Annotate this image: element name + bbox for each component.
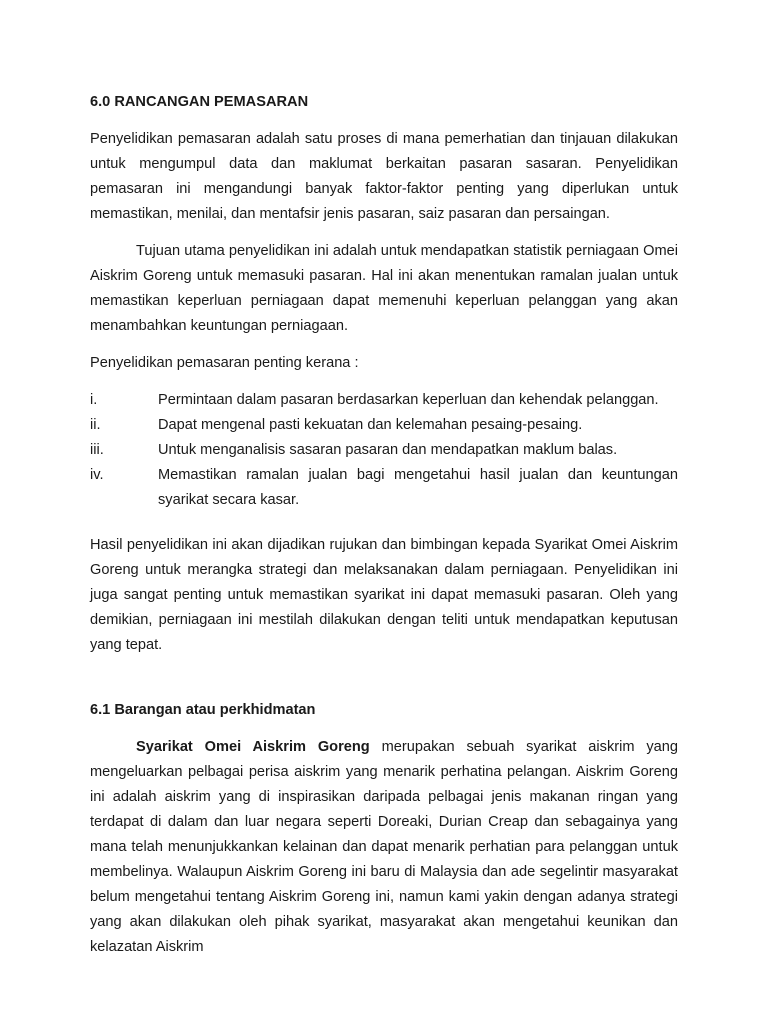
spacer [90, 670, 678, 698]
reasons-list [90, 388, 678, 513]
list-item-text: Dapat mengenal pasti kekuatan dan kelemahan pesaing-pesaing. [158, 417, 583, 433]
paragraph-syarikat-text: merupakan sebuah syarikat aiskrim yang mengeluarkan pelbagai perisa aiskrim yang menarik perhatina pelangan. Aiskrim Goreng ini adalah aiskrim yang di inspirasikan daripada pelbagai jenis makanan ringan yang terdapat di dalam dan luar negara seperti Doreaki, Durian Creap dan sebagainya yang mana telah menunjukkankan kelainan dan dapat menarik perhatian para pelanggan untuk membelinya. Walaupun Aiskrim Goreng ini baru di Malaysia dan ade segelintir masyarakat belum mengetahui tentang Aiskrim Goreng ini, namun kami yakin dengan adanya strategi yang akan dilakukan oleh pihak syarikat, masyarakat akan mengetahui keunikan dan kelazatan Aiskrim [90, 739, 678, 955]
list-item-text: Memastikan ramalan jualan bagi mengetahui hasil jualan dan keuntungan syarikat secara kasar. [158, 467, 678, 508]
list-item-number: iv. [90, 467, 104, 483]
paragraph-syarikat [90, 735, 678, 960]
company-name: Syarikat Omei Aiskrim Goreng [136, 739, 370, 755]
paragraph-list-intro: Penyelidikan pemasaran penting kerana : [90, 355, 359, 371]
list-item-text: Untuk menganalisis sasaran pasaran dan mendapatkan maklum balas. [158, 442, 618, 458]
list-item-number: i. [90, 392, 98, 408]
paragraph-hasil: Hasil penyelidikan ini akan dijadikan rujukan dan bimbingan kepada Syarikat Omei Aiskrim Goreng untuk merangka strategi dan melaksanakan dalam perniagaan. Penyelidikan ini juga sangat penting untuk memastikan syarikat ini dapat memasuki pasaran. Oleh yang demikian, perniagaan ini mestilah dilakukan dengan teliti untuk mendapatkan keputusan yang tepat. [90, 537, 678, 653]
list-item [90, 463, 678, 513]
list-item-text: Permintaan dalam pasaran berdasarkan keperluan dan kehendak pelanggan. [158, 392, 659, 408]
list-item-number: iii. [90, 442, 104, 458]
section-heading-rancangan-pemasaran: 6.0 RANCANGAN PEMASARAN [90, 94, 309, 110]
paragraph-tujuan: Tujuan utama penyelidikan ini adalah untuk mendapatkan statistik perniagaan Omei Aiskrim Goreng untuk memasuki pasaran. Hal ini akan menentukan ramalan jualan untuk memastikan keperluan perniagaan dapat memenuhi keperluan pelanggan yang akan menambahkan keuntungan perniagaan. [90, 243, 678, 334]
list-item-number: ii. [90, 417, 101, 433]
section-heading-barangan: 6.1 Barangan atau perkhidmatan [90, 702, 316, 718]
list-item [90, 413, 678, 438]
list-item [90, 438, 678, 463]
list-item [90, 388, 678, 413]
paragraph-intro: Penyelidikan pemasaran adalah satu proses di mana pemerhatian dan tinjauan dilakukan untuk mengumpul data dan maklumat berkaitan pasaran sasaran. Penyelidikan pemasaran ini mengandungi banyak faktor-faktor penting yang diperlukan untuk memastikan, menilai, dan mentafsir jenis pasaran, saiz pasaran dan persaingan. [90, 131, 678, 222]
